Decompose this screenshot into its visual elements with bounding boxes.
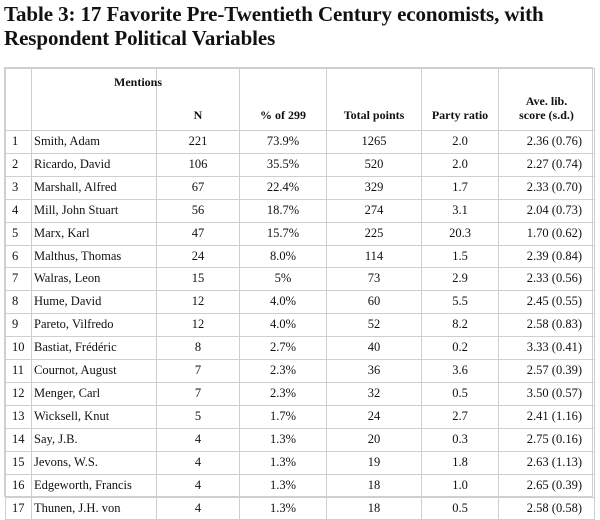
cell-lib-score: 2.65 (0.39) [499, 474, 595, 497]
cell-lib-score: 2.75 (0.16) [499, 428, 595, 451]
header-total-points: Total points [327, 69, 422, 131]
cell-total-points: 18 [327, 497, 422, 520]
cell-percent: 2.7% [240, 337, 327, 360]
cell-total-points: 36 [327, 360, 422, 383]
cell-total-points: 520 [327, 153, 422, 176]
cell-percent: 15.7% [240, 222, 327, 245]
cell-lib-score: 2.58 (0.58) [499, 497, 595, 520]
cell-party-ratio: 2.0 [422, 131, 499, 154]
cell-party-ratio: 3.1 [422, 199, 499, 222]
cell-name: Mill, John Stuart [32, 199, 157, 222]
table-row [6, 382, 595, 405]
header-percent: % of 299 [240, 69, 327, 131]
cell-lib-score: 2.39 (0.84) [499, 245, 595, 268]
cell-percent: 22.4% [240, 176, 327, 199]
cell-n: 4 [157, 497, 240, 520]
cell-lib-score: 2.57 (0.39) [499, 360, 595, 383]
table-row [6, 337, 595, 360]
table-row [6, 222, 595, 245]
table-row [6, 314, 595, 337]
cell-name: Hume, David [32, 291, 157, 314]
cell-rank: 7 [6, 268, 32, 291]
cell-total-points: 40 [327, 337, 422, 360]
economists-table-container [4, 67, 593, 515]
table-body [6, 131, 595, 520]
cell-lib-score: 2.41 (1.16) [499, 405, 595, 428]
cell-total-points: 18 [327, 474, 422, 497]
cell-name: Smith, Adam [32, 131, 157, 154]
cell-percent: 1.3% [240, 474, 327, 497]
table-row [6, 176, 595, 199]
cell-n: 67 [157, 176, 240, 199]
cell-total-points: 52 [327, 314, 422, 337]
cell-rank: 10 [6, 337, 32, 360]
cell-party-ratio: 0.2 [422, 337, 499, 360]
cell-n: 4 [157, 428, 240, 451]
cell-n: 221 [157, 131, 240, 154]
cell-n: 7 [157, 382, 240, 405]
cell-rank: 14 [6, 428, 32, 451]
cell-lib-score: 1.70 (0.62) [499, 222, 595, 245]
cell-name: Malthus, Thomas [32, 245, 157, 268]
cell-lib-score: 2.27 (0.74) [499, 153, 595, 176]
header-lib-score-line-2: score (s.d.) [519, 108, 574, 122]
cell-n: 12 [157, 314, 240, 337]
table-title-line-1: Table 3: 17 Favorite Pre-Twentieth Century economists, with [4, 2, 544, 26]
cell-n: 56 [157, 199, 240, 222]
cell-n: 8 [157, 337, 240, 360]
table-row [6, 199, 595, 222]
cell-rank: 5 [6, 222, 32, 245]
cell-party-ratio: 1.7 [422, 176, 499, 199]
cell-percent: 2.3% [240, 360, 327, 383]
cell-party-ratio: 2.9 [422, 268, 499, 291]
table-row [6, 497, 595, 520]
cell-party-ratio: 0.3 [422, 428, 499, 451]
cell-name: Walras, Leon [32, 268, 157, 291]
cell-name: Marx, Karl [32, 222, 157, 245]
cell-lib-score: 2.36 (0.76) [499, 131, 595, 154]
cell-total-points: 20 [327, 428, 422, 451]
cell-total-points: 225 [327, 222, 422, 245]
header-lib-score [499, 69, 595, 131]
cell-percent: 1.7% [240, 405, 327, 428]
cell-lib-score: 2.45 (0.55) [499, 291, 595, 314]
cell-rank: 8 [6, 291, 32, 314]
cell-lib-score: 2.04 (0.73) [499, 199, 595, 222]
cell-lib-score: 3.50 (0.57) [499, 382, 595, 405]
cell-party-ratio: 0.5 [422, 382, 499, 405]
table-title-line-2: Respondent Political Variables [4, 26, 276, 50]
cell-total-points: 114 [327, 245, 422, 268]
table-row [6, 474, 595, 497]
cell-rank: 3 [6, 176, 32, 199]
table-row [6, 428, 595, 451]
cell-name: Pareto, Vilfredo [32, 314, 157, 337]
cell-percent: 4.0% [240, 291, 327, 314]
cell-rank: 17 [6, 497, 32, 520]
cell-rank: 15 [6, 451, 32, 474]
cell-lib-score: 3.33 (0.41) [499, 337, 595, 360]
cell-n: 7 [157, 360, 240, 383]
header-lib-score-line-1: Ave. lib. [525, 94, 568, 108]
cell-n: 4 [157, 474, 240, 497]
cell-total-points: 73 [327, 268, 422, 291]
cell-total-points: 274 [327, 199, 422, 222]
header-n: N [157, 69, 240, 131]
cell-party-ratio: 20.3 [422, 222, 499, 245]
table-row [6, 245, 595, 268]
header-name [32, 69, 162, 131]
cell-lib-score: 2.33 (0.70) [499, 176, 595, 199]
cell-rank: 4 [6, 199, 32, 222]
header-row [6, 69, 595, 131]
cell-party-ratio: 0.5 [422, 497, 499, 520]
cell-n: 5 [157, 405, 240, 428]
cell-percent: 4.0% [240, 314, 327, 337]
cell-lib-score: 2.63 (1.13) [499, 451, 595, 474]
cell-rank: 16 [6, 474, 32, 497]
cell-name: Bastiat, Frédéric [32, 337, 157, 360]
mentions-header: Mentions [114, 75, 162, 89]
header-rank [6, 69, 32, 131]
cell-percent: 18.7% [240, 199, 327, 222]
cell-percent: 2.3% [240, 382, 327, 405]
cell-percent: 35.5% [240, 153, 327, 176]
cell-name: Ricardo, David [32, 153, 157, 176]
cell-party-ratio: 2.7 [422, 405, 499, 428]
cell-rank: 1 [6, 131, 32, 154]
cell-rank: 11 [6, 360, 32, 383]
cell-name: Say, J.B. [32, 428, 157, 451]
cell-percent: 73.9% [240, 131, 327, 154]
cell-n: 15 [157, 268, 240, 291]
cell-lib-score: 2.33 (0.56) [499, 268, 595, 291]
cell-total-points: 329 [327, 176, 422, 199]
cell-percent: 8.0% [240, 245, 327, 268]
table-row [6, 291, 595, 314]
cell-party-ratio: 8.2 [422, 314, 499, 337]
cell-lib-score: 2.58 (0.83) [499, 314, 595, 337]
cell-rank: 9 [6, 314, 32, 337]
cell-name: Jevons, W.S. [32, 451, 157, 474]
cell-total-points: 19 [327, 451, 422, 474]
table-row [6, 268, 595, 291]
cell-name: Thunen, J.H. von [32, 497, 157, 520]
economists-table [5, 68, 595, 520]
table-row [6, 131, 595, 154]
table-row [6, 153, 595, 176]
cell-name: Marshall, Alfred [32, 176, 157, 199]
cell-name: Menger, Carl [32, 382, 157, 405]
cell-party-ratio: 1.8 [422, 451, 499, 474]
cell-n: 4 [157, 451, 240, 474]
table-row [6, 405, 595, 428]
cell-total-points: 32 [327, 382, 422, 405]
cell-total-points: 60 [327, 291, 422, 314]
cell-percent: 5% [240, 268, 327, 291]
cell-rank: 2 [6, 153, 32, 176]
cell-total-points: 24 [327, 405, 422, 428]
cell-party-ratio: 1.0 [422, 474, 499, 497]
cell-name: Wicksell, Knut [32, 405, 157, 428]
cell-rank: 13 [6, 405, 32, 428]
table-title [4, 2, 594, 50]
header-party-ratio: Party ratio [422, 69, 499, 131]
cell-n: 24 [157, 245, 240, 268]
cell-name: Edgeworth, Francis [32, 474, 157, 497]
table-header [6, 69, 595, 131]
cell-total-points: 1265 [327, 131, 422, 154]
cell-percent: 1.3% [240, 451, 327, 474]
cell-rank: 12 [6, 382, 32, 405]
cell-party-ratio: 3.6 [422, 360, 499, 383]
cell-percent: 1.3% [240, 497, 327, 520]
table-row [6, 360, 595, 383]
cell-n: 12 [157, 291, 240, 314]
cell-percent: 1.3% [240, 428, 327, 451]
cell-party-ratio: 1.5 [422, 245, 499, 268]
table-row [6, 451, 595, 474]
cell-rank: 6 [6, 245, 32, 268]
cell-n: 106 [157, 153, 240, 176]
cell-name: Cournot, August [32, 360, 157, 383]
cell-party-ratio: 2.0 [422, 153, 499, 176]
cell-n: 47 [157, 222, 240, 245]
cell-party-ratio: 5.5 [422, 291, 499, 314]
